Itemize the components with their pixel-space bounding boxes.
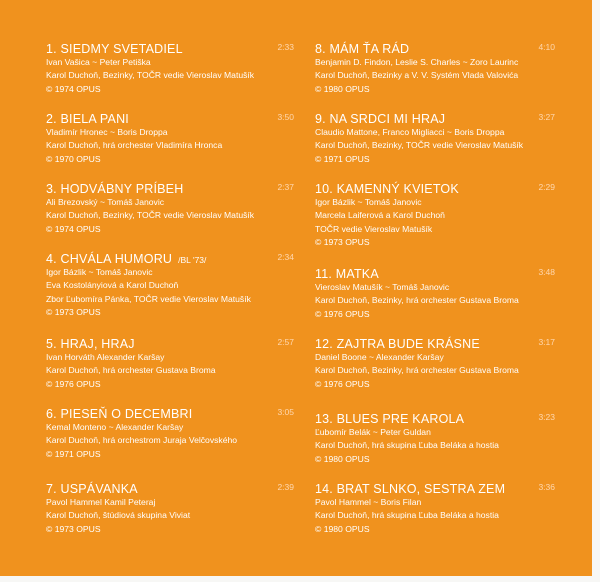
track-entry — [315, 265, 555, 321]
track-duration: 2:34 — [277, 252, 294, 262]
track-credit: Karol Duchoň, hrá orchester Vladimíra Hronca — [46, 140, 223, 151]
track-entry — [315, 110, 555, 166]
track-header — [315, 265, 555, 281]
track-copyright: © 1980 OPUS — [315, 453, 370, 464]
track-duration: 2:37 — [277, 182, 294, 192]
track-credit: Igor Bázlik ~ Tomáš Janovic — [315, 197, 422, 207]
track-entry — [315, 480, 555, 536]
track-credit: Eva Kostolányiová a Karol Duchoň — [46, 280, 179, 291]
track-title: 14. BRAT SLNKO, SESTRA ZEM — [315, 482, 506, 496]
track-credit: Ali Brezovský ~ Tomáš Janovic — [46, 197, 165, 207]
track-credit: Karol Duchoň, Bezinky a V. V. Systém Vlada Valovića — [315, 70, 519, 81]
track-copyright: © 1980 OPUS — [315, 523, 370, 534]
track-duration: 3:27 — [538, 112, 555, 122]
track-credit: Marcela Laiferová a Karol Duchoň — [315, 210, 445, 221]
track-duration: 2:29 — [538, 182, 555, 192]
track-title: 8. MÁM ŤA RÁD — [315, 42, 410, 56]
track-copyright: © 1976 OPUS — [46, 378, 101, 389]
track-credit: Daniel Boone ~ Alexander Karšay — [315, 352, 444, 362]
track-title: 2. BIELA PANI — [46, 112, 129, 126]
track-credit: Vieroslav Matušík ~ Tomáš Janovic — [315, 282, 450, 292]
track-credit: Zbor Ľubomíra Pánka, TOČR vedie Vieroslav Matušík — [46, 293, 251, 304]
track-title: 4. CHVÁLA HUMORU — [46, 252, 173, 266]
track-copyright: © 1973 OPUS — [315, 236, 370, 247]
track-entry — [46, 480, 294, 536]
track-header — [46, 180, 294, 196]
track-header — [46, 335, 294, 351]
track-credit: Claudio Mattone, Franco Migliacci ~ Boris Droppa — [315, 127, 505, 137]
track-credit: Ľubomír Belák ~ Peter Guldan — [315, 427, 431, 437]
track-copyright: © 1980 OPUS — [315, 83, 370, 94]
track-entry — [46, 40, 294, 96]
track-credit: Karol Duchoň, Bezinky, TOČR vedie Vieroslav Matušík — [315, 140, 524, 151]
track-copyright: © 1976 OPUS — [315, 308, 370, 319]
track-duration: 3:17 — [538, 337, 555, 347]
track-header — [315, 40, 555, 56]
track-credit: Ivan Vašica ~ Peter Petiška — [46, 57, 151, 67]
track-header — [46, 405, 294, 421]
track-entry — [315, 180, 555, 249]
track-credit: Karol Duchoň, hrá orchestrom Juraja Velčovského — [46, 435, 238, 446]
track-credit: Karol Duchoň, hrá skupina Ľuba Beláka a hostia — [315, 510, 499, 521]
track-header — [46, 250, 294, 266]
track-duration: 3:50 — [277, 112, 294, 122]
track-credit: Karol Duchoň, hrá skupina Ľuba Beláka a hostia — [315, 440, 499, 451]
track-header — [315, 180, 555, 196]
track-credit: Pavol Hammel ~ Boris Filan — [315, 497, 422, 507]
track-copyright: © 1971 OPUS — [46, 448, 101, 459]
track-duration: 4:10 — [538, 42, 555, 52]
track-entry — [315, 335, 555, 391]
track-title: 7. USPÁVANKA — [46, 482, 138, 496]
track-title: 1. SIEDMY SVETADIEL — [46, 42, 183, 56]
track-credit: Kemal Monteno ~ Alexander Karšay — [46, 422, 184, 432]
track-title: 10. KAMENNÝ KVIETOK — [315, 182, 459, 196]
track-note: /BL '73/ — [178, 255, 207, 265]
track-copyright: © 1973 OPUS — [46, 523, 101, 534]
track-credit: Karol Duchoň, hrá orchester Gustava Broma — [46, 365, 216, 376]
track-copyright: © 1976 OPUS — [315, 378, 370, 389]
track-title: 12. ZAJTRA BUDE KRÁSNE — [315, 337, 480, 351]
track-entry — [46, 110, 294, 166]
track-credit: Karol Duchoň, štúdiová skupina Viviat — [46, 510, 191, 521]
track-entry — [46, 180, 294, 236]
track-title: 6. PIESEŇ O DECEMBRI — [46, 407, 193, 421]
track-title: 9. NA SRDCI MI HRAJ — [315, 112, 446, 126]
track-duration: 2:57 — [277, 337, 294, 347]
track-copyright: © 1970 OPUS — [46, 153, 101, 164]
track-duration: 2:33 — [277, 42, 294, 52]
track-header — [315, 410, 555, 426]
track-header — [46, 40, 294, 56]
track-copyright: © 1974 OPUS — [46, 223, 101, 234]
track-credit: Igor Bázlik ~ Tomáš Janovic — [46, 267, 153, 277]
track-credit: Benjamin D. Findon, Leslie S. Charles ~ Zoro Laurinc — [315, 57, 519, 67]
track-header — [315, 480, 555, 496]
track-header — [46, 110, 294, 126]
track-header — [315, 335, 555, 351]
track-duration: 3:48 — [538, 267, 555, 277]
track-entry — [315, 410, 555, 466]
track-credit: Pavol Hammel Kamil Peteraj — [46, 497, 156, 507]
track-header — [46, 480, 294, 496]
track-duration: 2:39 — [277, 482, 294, 492]
track-credit: TOČR vedie Vieroslav Matušík — [315, 223, 433, 234]
track-credit: Karol Duchoň, Bezinky, hrá orchester Gustava Broma — [315, 295, 519, 306]
track-title: 13. BLUES PRE KAROLA — [315, 412, 465, 426]
track-entry — [46, 405, 294, 461]
track-credit: Karol Duchoň, Bezinky, hrá orchester Gustava Broma — [315, 365, 519, 376]
track-credit: Ivan Horváth Alexander Karšay — [46, 352, 165, 362]
track-credit: Karol Duchoň, Bezinky, TOČR vedie Vieroslav Matušík — [46, 210, 255, 221]
track-credit: Vladimír Hronec ~ Boris Droppa — [46, 127, 168, 137]
track-title: 5. HRAJ, HRAJ — [46, 337, 135, 351]
track-credit: Karol Duchoň, Bezinky, TOČR vedie Vieroslav Matušík — [46, 70, 255, 81]
track-entry — [46, 335, 294, 391]
track-header — [315, 110, 555, 126]
track-copyright: © 1971 OPUS — [315, 153, 370, 164]
track-entry — [46, 250, 294, 319]
track-entry — [315, 40, 555, 96]
track-copyright: © 1974 OPUS — [46, 83, 101, 94]
track-title: 11. MATKA — [315, 267, 379, 281]
track-title: 3. HODVÁBNY PRÍBEH — [46, 182, 184, 196]
track-copyright: © 1973 OPUS — [46, 306, 101, 317]
track-duration: 3:36 — [538, 482, 555, 492]
track-duration: 3:05 — [277, 407, 294, 417]
track-duration: 3:23 — [538, 412, 555, 422]
